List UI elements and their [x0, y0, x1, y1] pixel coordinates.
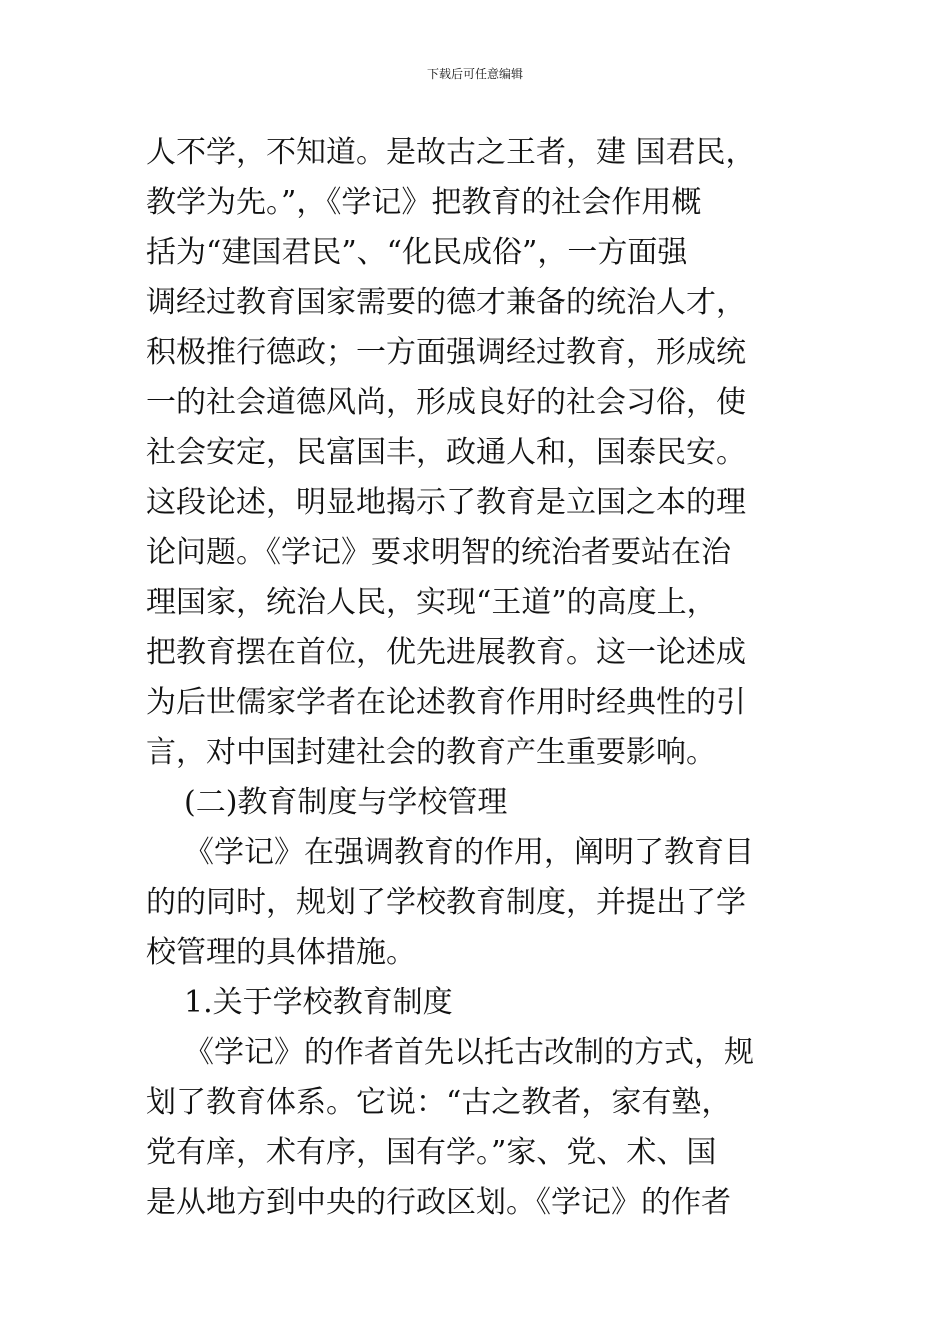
document-body [146, 128, 806, 1228]
text-line-11: 把教育摆在首位，优先进展教育。这一论述成 [146, 635, 746, 670]
text-line-17: 校管理的具体措施。 [146, 935, 416, 970]
text-line-21: 党有庠，术有序，国有学。”家、党、术、国 [146, 1135, 717, 1170]
text-line-15: 《学记》在强调教育的作用，阐明了教育目 [184, 835, 754, 870]
text-line-6: 一的社会道德风尚，形成良好的社会习俗，使 [146, 385, 746, 420]
text-line-22: 是从地方到中央的行政区划。《学记》的作者 [146, 1185, 731, 1220]
text-line-12: 为后世儒家学者在论述教育作用时经典性的引 [146, 685, 746, 720]
subsection-heading: 1.关于学校教育制度 [184, 985, 453, 1020]
text-line-5: 积极推行德政；一方面强调经过教育，形成统 [146, 335, 746, 370]
text-line-1: 人不学，不知道。是故古之王者，建 国君民， [146, 135, 756, 170]
page-header: 下载后可任意编辑 [426, 67, 523, 81]
text-line-7: 社会安定，民富国丰，政通人和，国泰民安。 [146, 435, 746, 470]
text-line-16: 的的同时，规划了学校教育制度，并提出了学 [146, 885, 746, 920]
text-line-20: 划了教育体系。它说：“古之教者，家有塾， [146, 1085, 732, 1120]
text-line-19: 《学记》的作者首先以托古改制的方式，规 [184, 1035, 754, 1070]
text-line-4: 调经过教育国家需要的德才兼备的统治人才， [146, 285, 746, 320]
section-heading: (二)教育制度与学校管理 [184, 785, 508, 820]
text-line-8: 这段论述，明显地揭示了教育是立国之本的理 [146, 485, 746, 520]
text-line-2: 教学为先。”，《学记》把教育的社会作用概 [146, 185, 702, 220]
text-line-13: 言，对中国封建社会的教育产生重要影响。 [146, 735, 716, 770]
text-line-10: 理国家，统治人民，实现“王道”的高度上， [146, 585, 717, 620]
text-line-3: 括为“建国君民”、“化民成俗”，一方面强 [146, 235, 688, 270]
text-line-9: 论问题。《学记》要求明智的统治者要站在治 [146, 535, 731, 570]
